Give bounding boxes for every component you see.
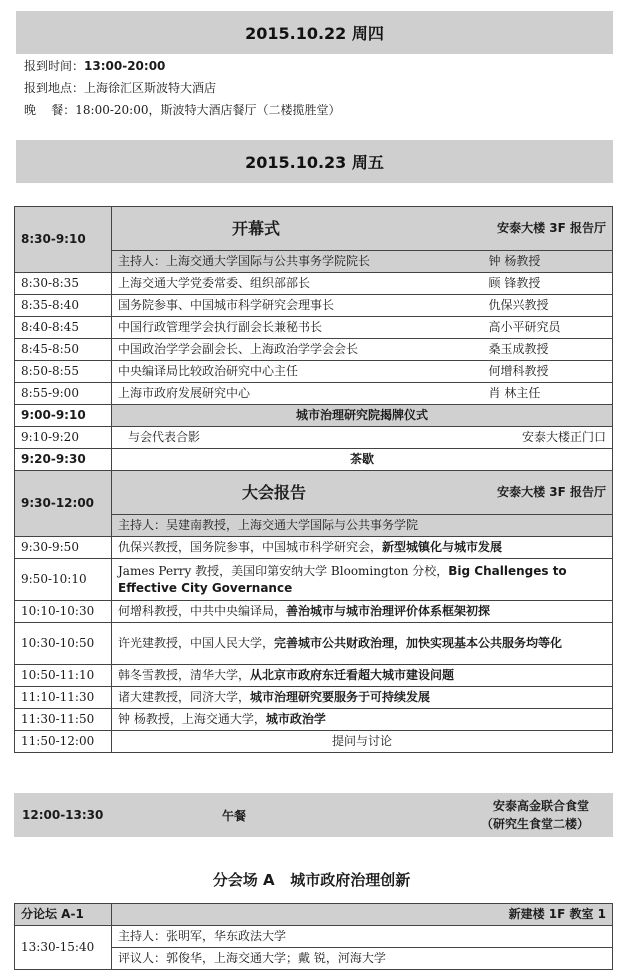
report-place-line [24,77,341,99]
dinner-label: 晚 餐： [24,103,76,117]
lunch-place [344,797,613,833]
row-time: 8:35-8:40 [15,295,112,317]
row-desc: 诸大建教授，同济大学， [118,690,251,704]
photo-place: 安泰大楼正门口 [453,427,613,449]
forum-reviewers: 评议人：郭俊华，上海交通大学；戴 锐，河海大学 [112,948,613,970]
opening-host-name: 钟 杨教授 [453,250,613,272]
row-desc: 钟 杨教授，上海交通大学， [118,712,266,726]
opening-location: 安泰大楼 3F 报告厅 [453,207,613,251]
report-time: 13:00-20:00 [84,59,166,73]
session-a-title: 分会场 A 城市政府治理创新 [212,871,411,889]
plenary-row [15,665,613,687]
row-topic: 完善城市公共财政治理，加快实现基本公共服务均等化 [274,636,563,650]
opening-time: 8:30-9:10 [15,207,112,273]
day2-date-bar [16,140,613,183]
plenary-title: 大会报告 [112,471,453,515]
row-topic: 城市政治学 [265,712,326,726]
forum-label: 分论坛 A-1 [15,904,112,926]
row-name: 仇保兴教授 [453,295,613,317]
plenary-row [15,623,613,665]
row-topic: 善治城市与城市治理评价体系框架初探 [286,604,491,618]
report-time-line [24,55,341,77]
row-topic: 城市治理研究要服务于可持续发展 [250,690,431,704]
report-place: 上海徐汇区斯波特大酒店 [84,81,217,95]
opening-row [15,317,613,339]
opening-row [15,383,613,405]
row-desc: 中央编译局比较政治研究中心主任 [112,361,453,383]
day2-date: 2015.10.23 周五 [245,153,384,172]
plenary-row [15,709,613,731]
ceremony: 城市治理研究院揭牌仪式 [112,405,613,427]
plenary-row [15,601,613,623]
dinner-line [24,99,341,121]
row-name: 桑玉成教授 [453,339,613,361]
row-time: 9:50-10:10 [15,559,112,601]
opening-row [15,273,613,295]
row-desc: 国务院参事、中国城市科学研究会理事长 [112,295,453,317]
tea-time: 9:20-9:30 [15,449,112,471]
row-time: 11:30-11:50 [15,709,112,731]
opening-row [15,339,613,361]
row-name: 肖 林主任 [453,383,613,405]
row-desc: 仇保兴教授，国务院参事，中国城市科学研究会， [118,540,383,554]
row-topic: 从北京市政府东迁看超大城市建设问题 [250,668,455,682]
row-time: 8:40-8:45 [15,317,112,339]
row-time: 10:10-10:30 [15,601,112,623]
plenary-time: 9:30-12:00 [15,471,112,537]
qa-time: 11:50-12:00 [15,731,112,753]
lunch-place-line2: （研究生食堂二楼） [480,817,589,831]
forum-time: 13:30-15:40 [15,926,112,970]
opening-host: 主持人：上海交通大学国际与公共事务学院院长 [112,250,453,272]
row-topic: Big Challenges to Effective City Governance [118,563,567,595]
row-desc: 上海交通大学党委常委、组织部部长 [112,273,453,295]
plenary-row [15,687,613,709]
row-time: 9:30-9:50 [15,537,112,559]
report-time-label: 报到时间： [24,59,85,73]
row-name: 顾 锋教授 [453,273,613,295]
photo: 与会代表合影 [112,427,453,449]
schedule-table [14,206,613,753]
row-name: 何增科教授 [453,361,613,383]
row-time: 8:30-8:35 [15,273,112,295]
qa: 提问与讨论 [112,731,613,753]
tea: 茶歇 [112,449,613,471]
plenary-row [15,537,613,559]
lunch-place-line1: 安泰高金联合食堂 [492,799,589,813]
day1-info [24,55,341,121]
row-desc: 中国政治学学会副会长、上海政治学学会会长 [112,339,453,361]
plenary-row [15,559,613,601]
opening-row [15,295,613,317]
plenary-location: 安泰大楼 3F 报告厅 [453,471,613,515]
ceremony-time: 9:00-9:10 [15,405,112,427]
row-name: 高小平研究员 [453,317,613,339]
opening-title: 开幕式 [112,207,453,251]
row-time: 8:55-9:00 [15,383,112,405]
row-desc: 许光建教授，中国人民大学， [118,636,275,650]
row-desc: 何增科教授，中共中央编译局， [118,604,287,618]
row-time: 8:50-8:55 [15,361,112,383]
lunch-label: 午餐 [221,808,246,823]
row-time: 8:45-8:50 [15,339,112,361]
session-a-table [14,903,613,970]
opening-row [15,361,613,383]
row-time: 11:10-11:30 [15,687,112,709]
day1-date-bar [16,11,613,54]
photo-time: 9:10-9:20 [15,427,112,449]
row-time: 10:50-11:10 [15,665,112,687]
forum-location: 新建楼 1F 教室 1 [112,904,613,926]
plenary-host: 主持人：吴建南教授，上海交通大学国际与公共事务学院 [112,514,613,536]
row-desc: 韩冬雪教授，清华大学， [118,668,251,682]
row-desc: James Perry 教授，美国印第安纳大学 Bloomington 分校， [118,563,449,578]
forum-host: 主持人：张明军，华东政法大学 [112,926,613,948]
lunch-time: 12:00-13:30 [22,808,104,822]
row-desc: 上海市政府发展研究中心 [112,383,453,405]
day1-date: 2015.10.22 周四 [245,24,384,43]
dinner: 18:00-20:00，斯波特大酒店餐厅（二楼揽胜堂） [75,103,341,117]
row-time: 10:30-10:50 [15,623,112,665]
lunch-bar [14,793,613,837]
report-place-label: 报到地点： [24,81,85,95]
row-topic: 新型城镇化与城市发展 [382,540,503,554]
row-desc: 中国行政管理学会执行副会长兼秘书长 [112,317,453,339]
